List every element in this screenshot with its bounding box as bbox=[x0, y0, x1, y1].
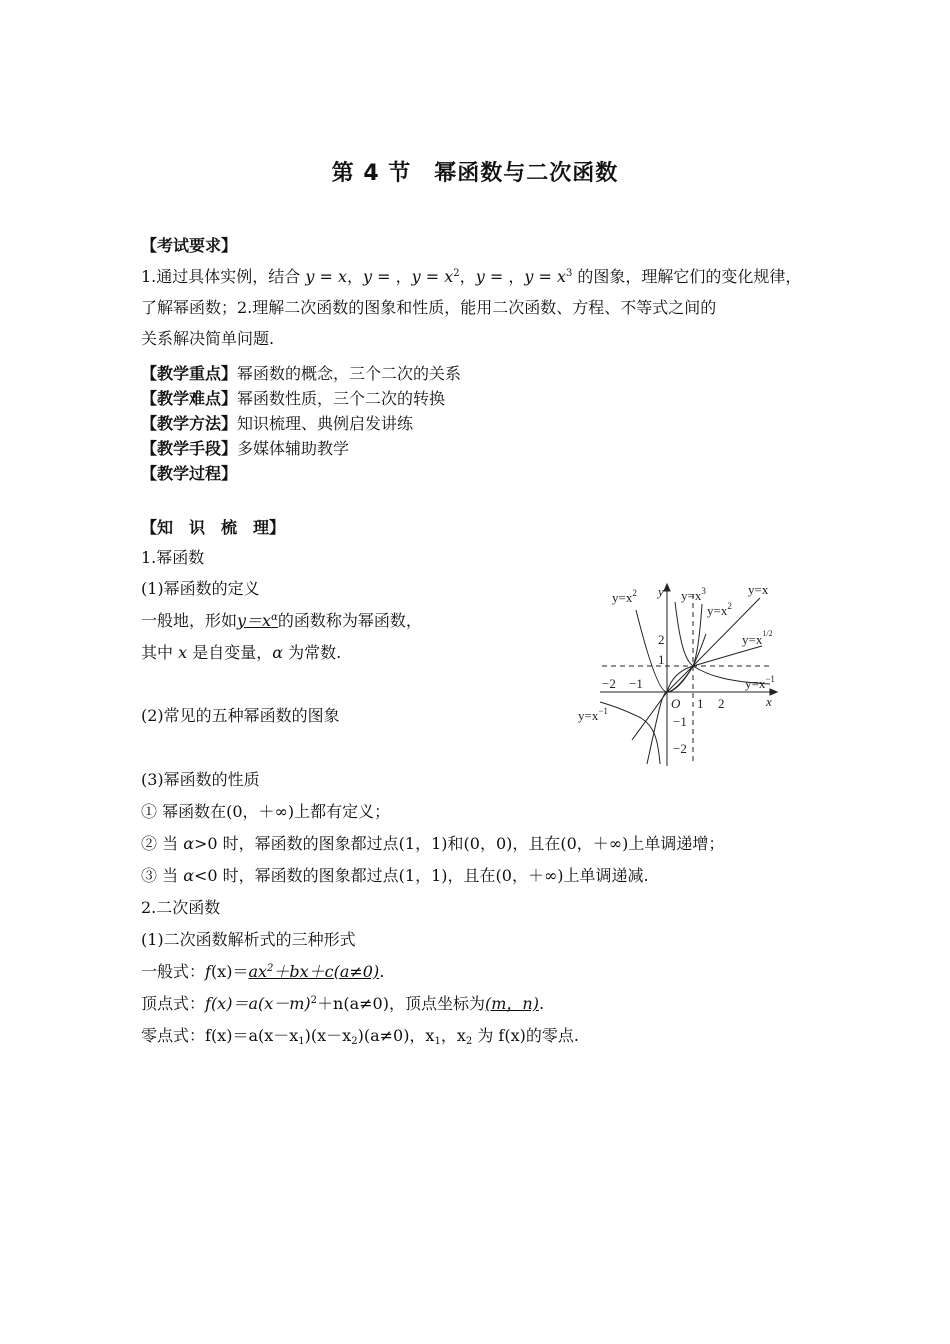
form-subscript: 1 bbox=[434, 1036, 441, 1047]
req-text: ， bbox=[459, 267, 476, 286]
teaching-text: 幂函数的概念，三个二次的关系 bbox=[237, 364, 462, 383]
form-subscript: 1 bbox=[298, 1036, 305, 1047]
section-quadratic: 2.二次函数 bbox=[141, 898, 221, 917]
form-subscript: 2 bbox=[465, 1036, 473, 1047]
req-formula: y = x bbox=[524, 267, 566, 286]
property-2 bbox=[141, 834, 724, 854]
req-formula: y = bbox=[363, 267, 396, 286]
exam-requirements-heading: 【考试要求】 bbox=[141, 236, 238, 255]
req-text: ， bbox=[508, 267, 525, 286]
power-function-definition-heading: (1)幂函数的定义 bbox=[141, 579, 260, 598]
prop-text: >0 时，幂函数的图象都过点(1，1)和(0，0)，且在(0，＋∞)上单调递增； bbox=[194, 834, 725, 853]
power-functions-graph bbox=[572, 574, 792, 766]
req-text: ， bbox=[395, 267, 412, 286]
zero-form bbox=[141, 1026, 579, 1046]
general-form-answer bbox=[248, 962, 379, 981]
tick-y-2: 2 bbox=[658, 632, 665, 647]
prop-text: ③ 当 bbox=[141, 866, 184, 885]
def-text: 为常数. bbox=[283, 643, 342, 662]
label-y-x: y=x bbox=[748, 582, 769, 597]
tick-x-1: 1 bbox=[697, 696, 704, 711]
tick-x-neg1: −1 bbox=[629, 676, 643, 691]
label-y-x2-right: $y=x^2$ bbox=[707, 601, 732, 618]
form-formula: f(x)＝a(x－x bbox=[205, 1026, 299, 1045]
def-text: 的函数称为幂函数， bbox=[277, 611, 422, 630]
def-var: α bbox=[272, 643, 284, 662]
teaching-label: 【教学手段】 bbox=[141, 439, 238, 458]
def-text: 其中 bbox=[141, 643, 179, 662]
y-axis-arrow bbox=[664, 584, 670, 591]
req-formula: y = x bbox=[305, 267, 347, 286]
teaching-label: 【教学重点】 bbox=[141, 364, 238, 383]
label-y-inverse-left: $y=x^{-1}$ bbox=[578, 706, 608, 723]
teaching-label: 【教学过程】 bbox=[141, 464, 238, 483]
section-power-functions: 1.幂函数 bbox=[141, 548, 205, 567]
property-1: ① 幂函数在(0，＋∞)上都有定义； bbox=[141, 802, 391, 821]
teaching-process bbox=[141, 464, 237, 484]
req-formula: y = bbox=[475, 267, 509, 286]
x-axis-label: x bbox=[766, 694, 772, 709]
form-formula: 为 f(x)的零点. bbox=[472, 1026, 579, 1045]
form-formula: )(a≠0)，x bbox=[357, 1026, 435, 1045]
definition-line-1 bbox=[141, 611, 422, 631]
prop-var: α bbox=[183, 866, 194, 885]
teaching-methods bbox=[141, 414, 413, 434]
req-text: ， bbox=[347, 267, 364, 286]
req-text: 1.通过具体实例，结合 bbox=[141, 267, 306, 286]
teaching-label: 【教学方法】 bbox=[141, 414, 238, 433]
form-formula: (x)＝ bbox=[210, 962, 249, 981]
label-y-x2-left: $y=x^2$ bbox=[612, 588, 637, 605]
vertex-form bbox=[141, 994, 544, 1014]
teaching-key-points bbox=[141, 364, 461, 384]
teaching-text: 幂函数性质，三个二次的转换 bbox=[237, 389, 446, 408]
quadratic-forms-heading: (1)二次函数解析式的三种形式 bbox=[141, 930, 356, 949]
def-var: x bbox=[178, 643, 188, 662]
form-label: 零点式： bbox=[141, 1026, 206, 1045]
origin-label: O bbox=[671, 696, 681, 711]
prop-var: α bbox=[183, 834, 194, 853]
tick-x-2: 2 bbox=[718, 696, 725, 711]
label-y-sqrt-x: $y=x^{1/2}$ bbox=[742, 629, 773, 647]
req-exponent: 3 bbox=[565, 268, 573, 279]
curve-x bbox=[632, 598, 760, 740]
y-axis-label: y bbox=[658, 584, 664, 599]
five-power-graphs-heading: (2)常见的五种幂函数的图象 bbox=[141, 706, 340, 725]
teaching-text: 多媒体辅助教学 bbox=[237, 439, 350, 458]
form-formula: ax bbox=[248, 962, 268, 981]
tick-x-neg2: −2 bbox=[602, 676, 616, 691]
form-formula: ，x bbox=[440, 1026, 466, 1045]
general-form bbox=[141, 962, 384, 982]
def-text: 一般地，形如 bbox=[141, 611, 238, 630]
page-title: 第 4 节 幂函数与二次函数 bbox=[331, 161, 619, 186]
form-label: 顶点式： bbox=[141, 994, 206, 1013]
form-subscript: 2 bbox=[351, 1036, 358, 1047]
label-y-x3: $y=x^3$ bbox=[681, 586, 706, 603]
form-exponent: 2 bbox=[310, 995, 318, 1006]
form-formula: f bbox=[205, 962, 211, 981]
teaching-label: 【教学难点】 bbox=[141, 389, 238, 408]
form-exponent: 2 bbox=[267, 963, 274, 974]
requirements-line-3: 关系解决简单问题. bbox=[141, 329, 275, 348]
req-text: 的图象，理解它们的变化规律， bbox=[572, 267, 802, 286]
knowledge-heading: 【知 识 梳 理】 bbox=[141, 518, 286, 537]
teaching-text: 知识梳理、典例启发讲练 bbox=[237, 414, 414, 433]
requirements-line-2: 了解幂函数；2.理解二次函数的图象和性质，能用二次函数、方程、不等式之间的 bbox=[141, 298, 717, 317]
def-formula-base: y＝x bbox=[237, 611, 272, 630]
power-properties-heading: (3)幂函数的性质 bbox=[141, 770, 260, 789]
req-exponent: 2 bbox=[453, 268, 460, 279]
form-formula: f(x)＝a(x－m) bbox=[205, 994, 311, 1013]
prop-text: <0 时，幂函数的图象都过点(1，1)，且在(0，＋∞)上单调递减. bbox=[194, 866, 649, 885]
definition-line-2 bbox=[141, 643, 341, 663]
vertex-coordinates-answer: (m，n) bbox=[484, 994, 539, 1013]
form-formula: ＋n(a≠0)，顶点坐标为 bbox=[317, 994, 485, 1013]
form-text: . bbox=[538, 994, 545, 1013]
teaching-means bbox=[141, 439, 349, 459]
form-label: 一般式： bbox=[141, 962, 206, 981]
req-formula: y = x bbox=[411, 267, 454, 286]
form-text: . bbox=[379, 962, 385, 981]
form-formula: ＋bx＋c(a≠0) bbox=[273, 962, 380, 981]
property-3 bbox=[141, 866, 649, 886]
tick-y-neg2: −2 bbox=[673, 741, 687, 756]
def-text: 是自变量， bbox=[187, 643, 273, 662]
form-formula: )(x－x bbox=[304, 1026, 352, 1045]
curve-x-squared bbox=[636, 610, 706, 692]
prop-text: ② 当 bbox=[141, 834, 184, 853]
tick-y-neg1: −1 bbox=[673, 714, 687, 729]
tick-y-1: 1 bbox=[658, 652, 665, 667]
curve-inverse-left bbox=[600, 702, 660, 764]
teaching-difficulties bbox=[141, 389, 445, 409]
def-formula bbox=[237, 611, 278, 630]
label-y-inverse-right: $y=x^{-1}$ bbox=[745, 674, 775, 691]
requirements-line-1 bbox=[141, 267, 801, 287]
def-formula-exponent: α bbox=[271, 612, 278, 623]
